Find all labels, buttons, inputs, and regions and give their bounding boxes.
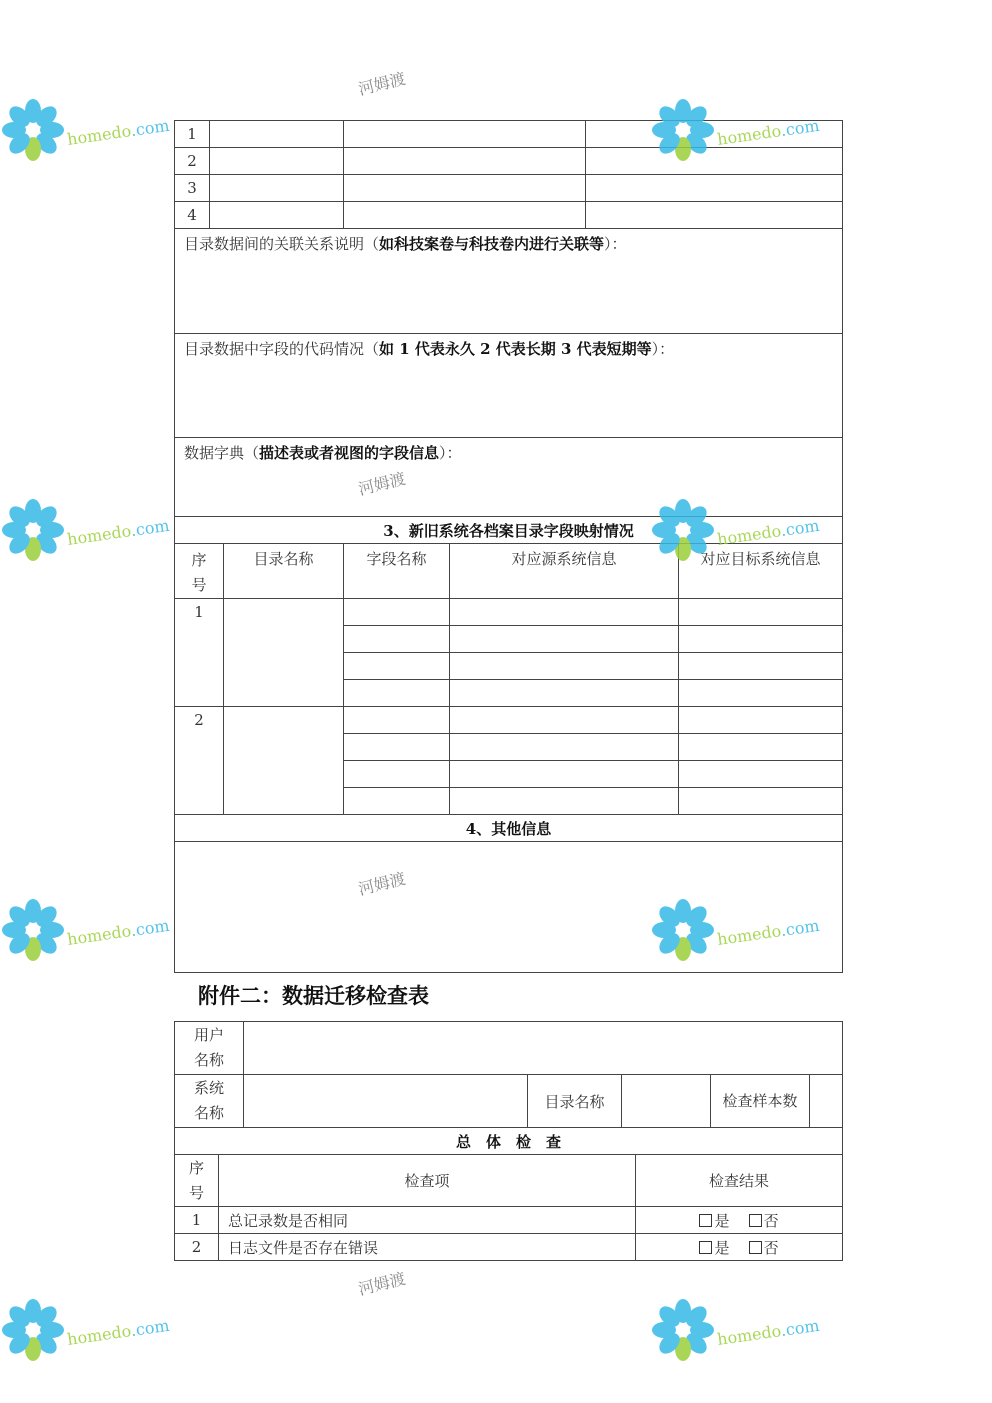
section4-title: 4、其他信息 bbox=[175, 815, 843, 842]
sample-count-value bbox=[810, 1075, 843, 1128]
watermark-chinese bbox=[356, 855, 500, 905]
watermark-domain: .com bbox=[779, 115, 821, 141]
relation-note bbox=[175, 229, 843, 334]
watermark-chinese-text: 河姆渡 bbox=[356, 1268, 408, 1299]
table-cell bbox=[450, 761, 679, 788]
note-suffix: ）： bbox=[439, 444, 462, 462]
no-checkbox[interactable] bbox=[749, 1214, 762, 1227]
watermark-chinese bbox=[356, 1255, 500, 1305]
table-cell bbox=[450, 680, 679, 707]
code-note bbox=[175, 334, 843, 438]
user-name-value bbox=[244, 1022, 843, 1075]
watermark-text bbox=[66, 116, 171, 149]
table-cell bbox=[344, 202, 586, 229]
watermark-brand: homedo bbox=[715, 1321, 783, 1349]
note-suffix: ）： bbox=[651, 340, 675, 358]
homedo-watermark bbox=[650, 95, 992, 165]
group-number: 2 bbox=[175, 707, 224, 815]
watermark-domain: .com bbox=[129, 115, 171, 141]
watermark-text bbox=[716, 1316, 821, 1349]
watermark-text bbox=[716, 916, 821, 949]
watermark-text bbox=[66, 916, 171, 949]
homedo-watermark bbox=[0, 1295, 342, 1365]
watermark-text bbox=[66, 516, 171, 549]
table-cell bbox=[344, 121, 586, 148]
watermark-text bbox=[66, 1316, 171, 1349]
watermark-chinese bbox=[356, 455, 500, 505]
flower-logo-icon bbox=[652, 1299, 714, 1361]
table-cell bbox=[344, 175, 586, 202]
flower-logo-icon bbox=[2, 499, 64, 561]
table-cell bbox=[586, 175, 843, 202]
table-cell bbox=[344, 761, 450, 788]
watermark-chinese-text: 河姆渡 bbox=[356, 468, 408, 499]
row-number: 1 bbox=[175, 121, 210, 148]
section3-title: 3、新旧系统各档案目录字段映射情况 bbox=[175, 517, 843, 544]
watermark-domain: .com bbox=[779, 515, 821, 541]
homedo-watermark bbox=[0, 895, 342, 965]
table-cell bbox=[679, 707, 843, 734]
watermark-brand: homedo bbox=[65, 1321, 133, 1349]
header-field: 字段名称 bbox=[344, 544, 450, 599]
flower-logo-icon bbox=[2, 899, 64, 961]
watermark-domain: .com bbox=[129, 915, 171, 941]
table-cell bbox=[344, 148, 586, 175]
table-cell bbox=[344, 734, 450, 761]
row-number: 3 bbox=[175, 175, 210, 202]
note-prefix: 目录数据间的关联关系说明（ bbox=[184, 235, 380, 253]
header-check-item: 检查项 bbox=[219, 1155, 636, 1207]
homedo-watermark bbox=[650, 1295, 992, 1365]
no-label: 否 bbox=[763, 1211, 779, 1230]
flower-logo-icon bbox=[652, 899, 714, 961]
table-cell bbox=[344, 707, 450, 734]
header-catalog: 目录名称 bbox=[224, 544, 344, 599]
row-number: 1 bbox=[175, 1207, 219, 1234]
header-seq: 序号 bbox=[175, 1155, 219, 1207]
check-result-options bbox=[636, 1234, 843, 1261]
watermark-domain: .com bbox=[779, 1315, 821, 1341]
header-seq: 序号 bbox=[175, 544, 224, 599]
table-cell bbox=[450, 707, 679, 734]
system-name-value bbox=[244, 1075, 528, 1128]
system-name-label: 系统名称 bbox=[175, 1075, 244, 1128]
table-cell bbox=[679, 626, 843, 653]
table-cell bbox=[344, 680, 450, 707]
table-cell bbox=[679, 788, 843, 815]
watermark-brand: homedo bbox=[65, 521, 133, 549]
watermark-brand: homedo bbox=[65, 921, 133, 949]
homedo-watermark bbox=[0, 495, 342, 565]
table-cell bbox=[210, 202, 344, 229]
watermark-brand: homedo bbox=[715, 121, 783, 149]
table-cell bbox=[450, 626, 679, 653]
flower-logo-icon bbox=[652, 499, 714, 561]
table-cell bbox=[210, 175, 344, 202]
table-cell bbox=[450, 788, 679, 815]
appendix2-title: 附件二：数据迁移检查表 bbox=[198, 984, 429, 1008]
table-cell bbox=[679, 734, 843, 761]
watermark-brand: homedo bbox=[715, 921, 783, 949]
header-target: 对应目标系统信息 bbox=[679, 544, 843, 599]
user-name-label: 用户名称 bbox=[175, 1022, 244, 1075]
check-item-text: 日志文件是否存在错误 bbox=[219, 1234, 636, 1261]
table-cell bbox=[344, 626, 450, 653]
watermark-chinese-text: 河姆渡 bbox=[356, 868, 408, 899]
note-prefix: 数据字典（ bbox=[184, 444, 260, 462]
flower-logo-icon bbox=[2, 1299, 64, 1361]
watermark-chinese-text: 河姆渡 bbox=[356, 68, 408, 99]
watermark-domain: .com bbox=[129, 515, 171, 541]
note-example: 描述表或者视图的字段信息 bbox=[259, 444, 440, 462]
row-number: 2 bbox=[175, 148, 210, 175]
watermark-domain: .com bbox=[779, 915, 821, 941]
row-number: 2 bbox=[175, 1234, 219, 1261]
table-cell bbox=[679, 680, 843, 707]
migration-check-table bbox=[174, 1021, 843, 1261]
no-label: 否 bbox=[763, 1238, 779, 1257]
table-cell bbox=[344, 788, 450, 815]
header-source: 对应源系统信息 bbox=[450, 544, 679, 599]
table-cell bbox=[224, 599, 344, 707]
note-example: 如科技案卷与科技卷内进行关联等 bbox=[379, 235, 605, 253]
table-cell bbox=[344, 653, 450, 680]
note-prefix: 目录数据中字段的代码情况（ bbox=[184, 340, 380, 358]
yes-label: 是 bbox=[714, 1238, 730, 1257]
yes-label: 是 bbox=[714, 1211, 730, 1230]
header-check-result: 检查结果 bbox=[636, 1155, 843, 1207]
yes-checkbox[interactable] bbox=[699, 1241, 712, 1254]
homedo-watermark bbox=[650, 495, 992, 565]
table-cell bbox=[344, 599, 450, 626]
yes-checkbox[interactable] bbox=[699, 1214, 712, 1227]
watermark-brand: homedo bbox=[715, 521, 783, 549]
catalog-name-label: 目录名称 bbox=[528, 1075, 622, 1128]
table-cell bbox=[450, 599, 679, 626]
catalog-name-value bbox=[622, 1075, 711, 1128]
note-suffix: ）： bbox=[604, 235, 627, 253]
no-checkbox[interactable] bbox=[749, 1241, 762, 1254]
overall-check-title: 总 体 检 查 bbox=[175, 1128, 843, 1155]
watermark-chinese bbox=[356, 55, 500, 105]
flower-logo-icon bbox=[2, 99, 64, 161]
watermark-text bbox=[716, 516, 821, 549]
homedo-watermark bbox=[650, 895, 992, 965]
watermark-domain: .com bbox=[129, 1315, 171, 1341]
check-item-text: 总记录数是否相同 bbox=[219, 1207, 636, 1234]
row-number: 4 bbox=[175, 202, 210, 229]
table-cell bbox=[450, 734, 679, 761]
table-cell bbox=[679, 599, 843, 626]
check-result-options bbox=[636, 1207, 843, 1234]
flower-logo-icon bbox=[652, 99, 714, 161]
sample-count-label: 检查样本数 bbox=[711, 1075, 810, 1128]
group-number: 1 bbox=[175, 599, 224, 707]
homedo-watermark bbox=[0, 95, 342, 165]
note-example: 如 1 代表永久 2 代表长期 3 代表短期等 bbox=[379, 340, 652, 358]
table-cell bbox=[679, 761, 843, 788]
watermark-brand: homedo bbox=[65, 121, 133, 149]
table-cell bbox=[679, 653, 843, 680]
watermark-text bbox=[716, 116, 821, 149]
table-cell bbox=[224, 707, 344, 815]
table-cell bbox=[586, 202, 843, 229]
table-cell bbox=[450, 653, 679, 680]
